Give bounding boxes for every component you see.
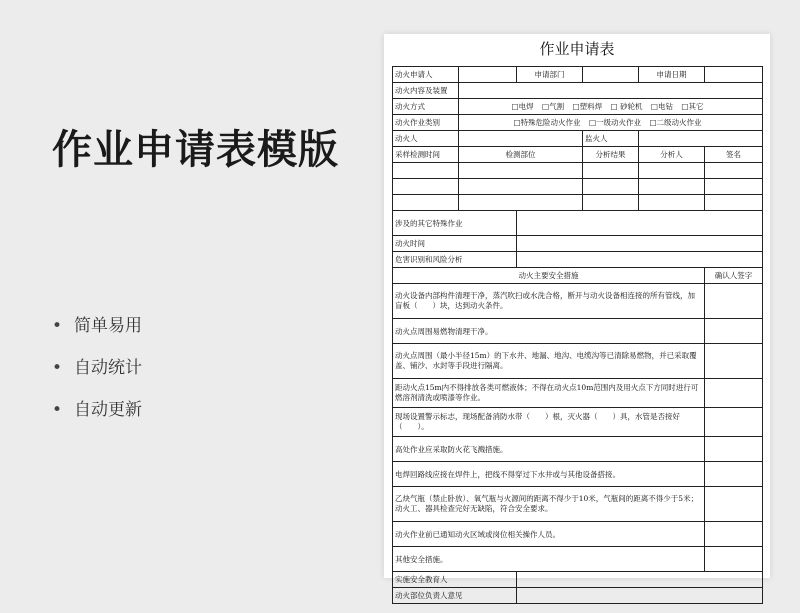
- page-title: 作业申请表模版: [52, 127, 339, 173]
- measure-confirm[interactable]: [705, 344, 763, 379]
- method-option[interactable]: □气割: [542, 102, 565, 111]
- content-label: 动火内容及装置: [393, 83, 459, 99]
- feature-item: • 自动统计: [52, 354, 142, 396]
- header-time: 采样检测时间: [393, 147, 459, 163]
- time-value[interactable]: [517, 236, 763, 252]
- type-option[interactable]: □特殊危险动火作业: [513, 118, 581, 127]
- confirm-label: 确认人签字: [705, 268, 763, 284]
- measure-item: 高处作业应采取防火花飞溅措施。: [393, 437, 705, 462]
- measure-item: 电焊回路线应接在焊件上，把线不得穿过下水井或与其他设备搭接。: [393, 462, 705, 487]
- applicant-value[interactable]: [459, 67, 517, 83]
- dept-opinion-label: 动火部位负责人意见: [393, 588, 517, 604]
- form-sheet: [384, 34, 770, 600]
- type-options: [459, 115, 763, 131]
- method-option[interactable]: □电钻: [650, 102, 673, 111]
- measure-confirm[interactable]: [705, 437, 763, 462]
- feature-item: • 简单易用: [52, 312, 142, 354]
- sample-row: [393, 179, 763, 195]
- measure-confirm[interactable]: [705, 522, 763, 547]
- measure-confirm[interactable]: [705, 379, 763, 408]
- measure-confirm[interactable]: [705, 284, 763, 319]
- measure-confirm[interactable]: [705, 547, 763, 572]
- method-option[interactable]: □ 砂轮机: [610, 102, 643, 111]
- date-label: 申请日期: [639, 67, 705, 83]
- header-part: 检测部位: [459, 147, 583, 163]
- measure-confirm[interactable]: [705, 487, 763, 522]
- header-analyst: 分析人: [639, 147, 705, 163]
- type-option[interactable]: □一级动火作业: [588, 118, 642, 127]
- measure-confirm[interactable]: [705, 319, 763, 344]
- measure-item: 距动火点15m内不得排放各类可燃液体；不得在动火点10m范围内及用火点下方同时进行可燃溶剂清洗或喷漆等作业。: [393, 379, 705, 408]
- hazard-value[interactable]: [517, 252, 763, 268]
- form-title: 作业申请表: [539, 40, 615, 58]
- date-value[interactable]: [705, 67, 763, 83]
- application-form-table: [392, 66, 763, 604]
- type-option[interactable]: □二级动火作业: [649, 118, 702, 127]
- method-option[interactable]: □电焊: [511, 102, 534, 111]
- header-sign: 签名: [705, 147, 763, 163]
- education-value[interactable]: [517, 572, 763, 588]
- supervisor-label: 监火人: [583, 131, 639, 147]
- measure-item: 乙炔气瓶（禁止卧放）、氧气瓶与火源间的距离不得少于10米，气瓶间的距离不得少于5米；动火工、器具检查完好无缺陷，符合安全要求。: [393, 487, 705, 522]
- measure-item: 动火点周围易燃物清理干净。: [393, 319, 705, 344]
- other-work-value[interactable]: [517, 211, 763, 236]
- content-value[interactable]: [459, 83, 763, 99]
- other-work-label: 涉及的其它特殊作业: [393, 211, 517, 236]
- measure-item: 动火设备内部构件清理干净，蒸汽吹扫或水洗合格，断开与动火设备相连接的所有管线，加盲板（ ）块，达到动火条件。: [393, 284, 705, 319]
- supervisor-value[interactable]: [639, 131, 763, 147]
- feature-item: • 自动更新: [52, 396, 142, 438]
- person-label: 动火人: [393, 131, 459, 147]
- measure-confirm[interactable]: [705, 462, 763, 487]
- education-label: 实施安全教育人: [393, 572, 517, 588]
- measure-confirm[interactable]: [705, 408, 763, 437]
- header-result: 分析结果: [583, 147, 639, 163]
- method-option[interactable]: □其它: [681, 102, 704, 111]
- person-value[interactable]: [459, 131, 583, 147]
- applicant-label: 动火申请人: [393, 67, 459, 83]
- hazard-label: 危害识别和风险分析: [393, 252, 517, 268]
- type-label: 动火作业类别: [393, 115, 459, 131]
- measure-item: 现场设置警示标志，现场配备消防水带（ ）根，灭火器（ ）具，水管是否接好（ ）。: [393, 408, 705, 437]
- measure-item: 其他安全措施。: [393, 547, 705, 572]
- method-options: [459, 99, 763, 115]
- sample-row: [393, 195, 763, 211]
- measure-item: 动火作业前已通知动火区域或岗位相关操作人员。: [393, 522, 705, 547]
- method-option[interactable]: □塑料焊: [572, 102, 603, 111]
- measures-title: 动火主要安全措施: [393, 268, 705, 284]
- sample-row: [393, 163, 763, 179]
- dept-value[interactable]: [583, 67, 639, 83]
- feature-list: [52, 312, 142, 438]
- dept-label: 申请部门: [517, 67, 583, 83]
- measure-item: 动火点周围（最小半径15m）的下水井、地漏、地沟、电缆沟等已清除易燃物，并已采取覆盖、铺沙、水封等手段进行隔离。: [393, 344, 705, 379]
- dept-opinion-value[interactable]: [517, 588, 763, 604]
- time-label: 动火时间: [393, 236, 517, 252]
- method-label: 动火方式: [393, 99, 459, 115]
